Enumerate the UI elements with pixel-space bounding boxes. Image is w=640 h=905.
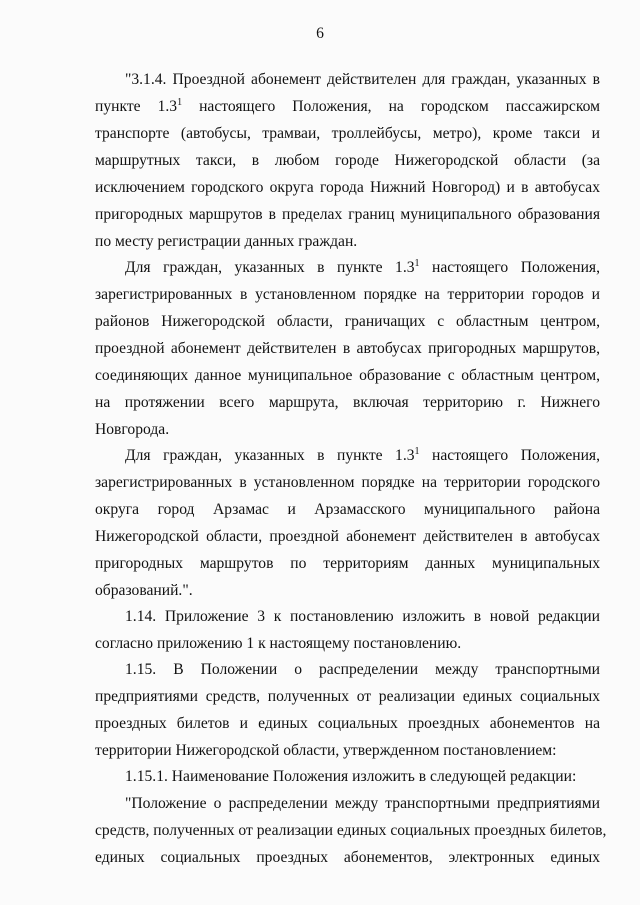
text-segment: соединяющих данное муниципальное образование с областным центром,: [95, 367, 600, 384]
text-segment: районов Нижегородской области, граничащих с областным центром,: [95, 313, 600, 330]
text-line: [95, 581, 600, 601]
text-line: [125, 767, 600, 787]
text-line: [95, 741, 600, 761]
text-line: [95, 821, 607, 841]
text-segment: средств, полученных от реализации единых социальных проездных билетов,: [95, 822, 607, 839]
text-line: [95, 178, 600, 198]
text-segment: по месту регистрации данных граждан.: [95, 233, 358, 250]
text-segment: единых социальных проездных абонементов, электронных единых: [95, 849, 600, 866]
text-segment: согласно приложению 1 к настоящему постановлению.: [95, 635, 462, 652]
text-line: [125, 446, 600, 466]
text-segment: настоящего Положения,: [419, 259, 601, 276]
text-segment: 1.14. Приложение 3 к постановлению изложить в новой редакции: [125, 608, 600, 625]
text-line: [95, 366, 600, 386]
page-number: 6: [316, 25, 324, 42]
text-segment: настоящего Положения,: [419, 447, 601, 464]
text-segment: Новгорода.: [95, 421, 170, 438]
text-segment: маршрутных такси, в любом городе Нижегородской области (за: [95, 152, 600, 169]
text-segment: Нижегородской области, проездной абонемент действителен в автобусах: [95, 528, 600, 545]
superscript: 1: [414, 446, 420, 457]
text-segment: 1.15.1. Наименование Положения изложить в следующей редакции:: [125, 768, 577, 785]
text-line: [125, 607, 600, 627]
superscript: 1: [414, 258, 420, 269]
text-line: [95, 312, 600, 332]
text-line: [95, 687, 600, 707]
text-segment: пригородных маршрутов в пределах границ муниципального образования: [95, 206, 600, 223]
text-line: [95, 420, 600, 440]
text-segment: настоящего Положения, на городском пассажирском: [182, 98, 601, 115]
text-line: [95, 554, 600, 574]
text-segment: предприятиями средств, полученных от реализации единых социальных: [95, 688, 600, 705]
text-line: [95, 714, 600, 734]
text-segment: территории Нижегородской области, утвержденном постановлением:: [95, 742, 557, 759]
text-line: [125, 660, 600, 680]
text-line: [95, 151, 600, 171]
text-segment: транспорте (автобусы, трамваи, троллейбусы, метро), кроме такси и: [95, 125, 600, 142]
text-line: [95, 634, 600, 654]
text-segment: "Положение о распределении между транспортными предприятиями: [125, 795, 600, 812]
text-segment: "3.1.4. Проездной абонемент действителен для граждан, указанных в: [125, 71, 600, 88]
text-segment: на протяжении всего маршрута, включая территорию г. Нижнего: [95, 394, 600, 411]
text-segment: 1.15. В Положении о распределении между транспортными: [125, 661, 600, 678]
text-line: [125, 258, 600, 278]
text-line: [125, 70, 600, 90]
text-line: [95, 473, 600, 493]
text-segment: проездной абонемент действителен в автобусах пригородных маршрутов,: [95, 340, 600, 357]
text-line: [95, 232, 600, 252]
text-line: [95, 124, 600, 144]
text-line: [95, 339, 600, 359]
text-segment: зарегистрированных в установленном порядке на территории городского: [95, 474, 600, 491]
text-segment: исключением городского округа города Нижний Новгород) и в автобусах: [95, 179, 600, 196]
text-segment: Для граждан, указанных в пункте 1.3: [125, 447, 415, 464]
text-segment: округа город Арзамас и Арзамасского муниципального района: [95, 501, 600, 518]
text-line: [95, 848, 600, 868]
text-line: [95, 500, 600, 520]
text-segment: Для граждан, указанных в пункте 1.3: [125, 259, 415, 276]
text-line: [95, 205, 600, 225]
text-line: [125, 794, 600, 814]
text-segment: зарегистрированных в установленном порядке на территории городов и: [95, 286, 600, 303]
text-line: [95, 527, 600, 547]
text-segment: проездных билетов и единых социальных проездных абонементов на: [95, 715, 600, 732]
text-line: [95, 393, 600, 413]
text-segment: пункте 1.3: [95, 98, 178, 115]
text-line: [95, 97, 600, 117]
text-segment: образований.".: [95, 582, 193, 599]
text-segment: пригородных маршрутов по территориям данных муниципальных: [95, 555, 600, 572]
superscript: 1: [177, 97, 183, 108]
text-line: [95, 285, 600, 305]
